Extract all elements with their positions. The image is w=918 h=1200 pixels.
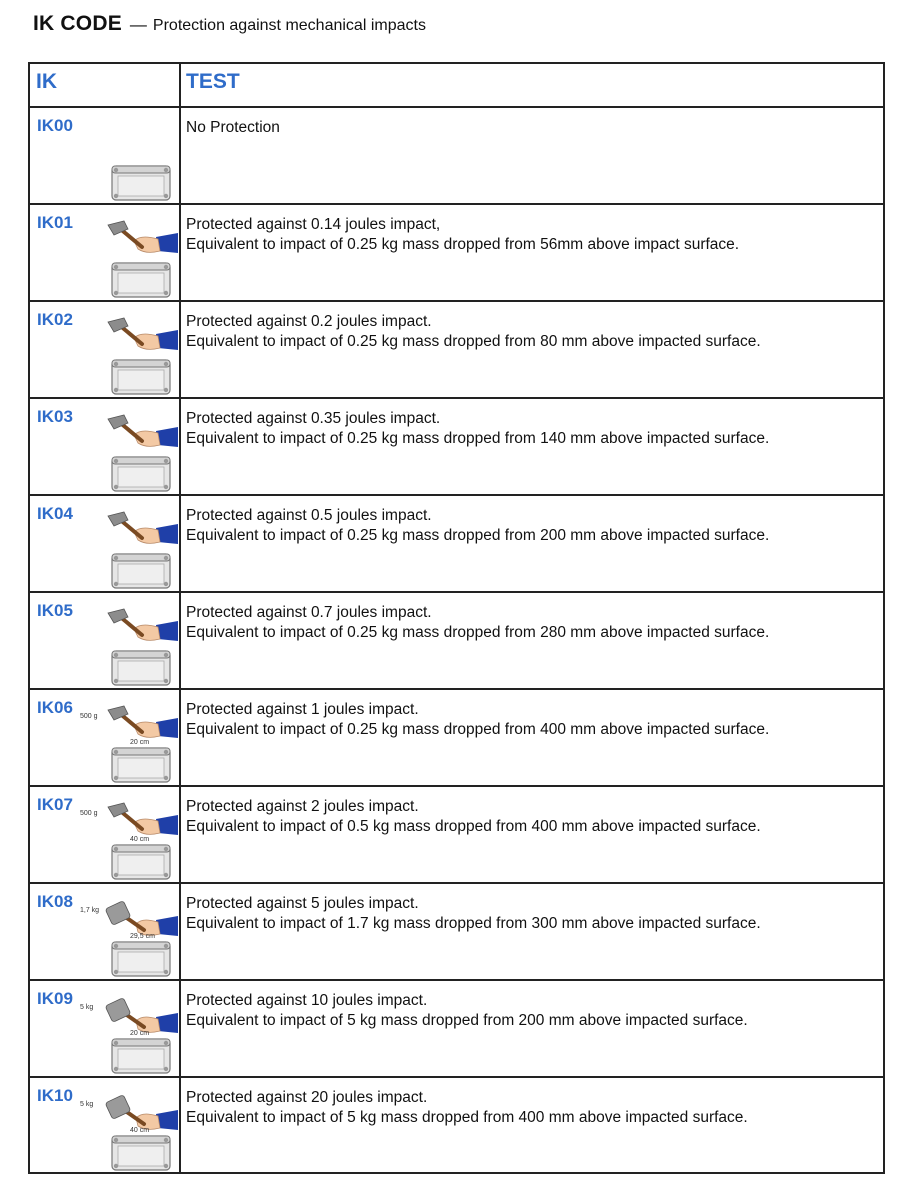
mass-label: 1,7 kg bbox=[80, 907, 100, 914]
table-header-row bbox=[30, 64, 883, 108]
ik-code-table bbox=[28, 62, 885, 1174]
enclosure-box-icon bbox=[112, 166, 170, 200]
column-divider bbox=[179, 981, 181, 1076]
description-line-1: Protected against 0.35 joules impact. bbox=[186, 410, 441, 427]
description-line-1: Protected against 0.2 joules impact. bbox=[186, 313, 432, 330]
title-dash: — bbox=[129, 15, 147, 34]
test-description bbox=[186, 506, 769, 545]
description-line-2: Equivalent to impact of 0.25 kg mass dropped from 140 mm above impacted surface. bbox=[186, 429, 770, 447]
hammer-hand-icon bbox=[108, 609, 178, 641]
table-row bbox=[30, 1078, 883, 1174]
hammer-hand-icon bbox=[108, 512, 178, 544]
description-line-1: No Protection bbox=[186, 119, 280, 136]
table-row bbox=[30, 302, 883, 399]
table-row bbox=[30, 399, 883, 496]
header-ik: IK bbox=[36, 70, 57, 93]
test-description bbox=[186, 1088, 748, 1127]
enclosure-box-icon bbox=[112, 1039, 170, 1073]
impact-illustration bbox=[78, 413, 178, 493]
description-line-1: Protected against 10 joules impact. bbox=[186, 992, 428, 1009]
column-divider bbox=[179, 64, 181, 106]
ik-code-label: IK03 bbox=[37, 407, 73, 426]
ik-code-label: IK06 bbox=[37, 698, 73, 717]
description-line-1: Protected against 20 joules impact. bbox=[186, 1089, 428, 1106]
test-description bbox=[186, 312, 761, 351]
header-test: TEST bbox=[186, 70, 240, 93]
table-row bbox=[30, 787, 883, 884]
hammer-hand-icon bbox=[108, 803, 178, 835]
mallet-hand-icon bbox=[105, 901, 178, 936]
enclosure-box-icon bbox=[112, 651, 170, 685]
enclosure-box-icon bbox=[112, 360, 170, 394]
description-line-1: Protected against 5 joules impact. bbox=[186, 895, 419, 912]
description-line-1: Protected against 0.7 joules impact. bbox=[186, 604, 432, 621]
column-divider bbox=[179, 690, 181, 785]
table-row bbox=[30, 593, 883, 690]
impact-illustration bbox=[78, 1092, 178, 1172]
description-line-2: Equivalent to impact of 0.25 kg mass dropped from 400 mm above impacted surface. bbox=[186, 720, 770, 738]
description-line-1: Protected against 0.14 joules impact, bbox=[186, 216, 441, 233]
column-divider bbox=[179, 302, 181, 397]
mass-label: 5 kg bbox=[80, 1004, 94, 1011]
hammer-hand-icon bbox=[108, 706, 178, 738]
column-divider bbox=[179, 399, 181, 494]
description-line-1: Protected against 2 joules impact. bbox=[186, 798, 419, 815]
height-label: 20 cm bbox=[130, 739, 150, 746]
ik-code-label: IK04 bbox=[37, 504, 73, 523]
ik-code-label: IK09 bbox=[37, 989, 73, 1008]
description-line-2: Equivalent to impact of 5 kg mass dropped from 400 mm above impacted surface. bbox=[186, 1108, 748, 1126]
table-row bbox=[30, 884, 883, 981]
enclosure-box-icon bbox=[112, 263, 170, 297]
table-row bbox=[30, 690, 883, 787]
ik-code-label: IK07 bbox=[37, 795, 73, 814]
description-line-2: Equivalent to impact of 0.5 kg mass dropped from 400 mm above impacted surface. bbox=[186, 817, 761, 835]
table-row bbox=[30, 981, 883, 1078]
ik-code-label: IK05 bbox=[37, 601, 73, 620]
table-row bbox=[30, 205, 883, 302]
test-description bbox=[186, 700, 769, 739]
ik-code-label: IK01 bbox=[37, 213, 73, 232]
impact-illustration bbox=[78, 122, 178, 202]
enclosure-box-icon bbox=[112, 748, 170, 782]
height-label: 40 cm bbox=[130, 1127, 150, 1134]
height-label: 40 cm bbox=[130, 836, 150, 843]
impact-illustration bbox=[78, 801, 178, 881]
mass-label: 500 g bbox=[80, 810, 98, 817]
hammer-hand-icon bbox=[108, 415, 178, 447]
description-line-2: Equivalent to impact of 0.25 kg mass dropped from 280 mm above impacted surface. bbox=[186, 623, 770, 641]
impact-illustration bbox=[78, 995, 178, 1075]
description-line-1: Protected against 1 joules impact. bbox=[186, 701, 419, 718]
title-subtitle: Protection against mechanical impacts bbox=[152, 17, 426, 34]
column-divider bbox=[179, 496, 181, 591]
description-line-2: Equivalent to impact of 1.7 kg mass dropped from 300 mm above impacted surface. bbox=[186, 914, 761, 932]
mass-label: 500 g bbox=[80, 713, 98, 720]
table-row bbox=[30, 496, 883, 593]
test-description bbox=[186, 118, 280, 138]
test-description bbox=[186, 894, 761, 933]
impact-illustration bbox=[78, 219, 178, 299]
column-divider bbox=[179, 108, 181, 203]
ik-code-label: IK00 bbox=[37, 116, 73, 135]
ik-code-label: IK10 bbox=[37, 1086, 73, 1105]
enclosure-box-icon bbox=[112, 457, 170, 491]
description-line-2: Equivalent to impact of 5 kg mass dropped from 200 mm above impacted surface. bbox=[186, 1011, 748, 1029]
column-divider bbox=[179, 593, 181, 688]
hammer-hand-icon bbox=[108, 221, 178, 253]
ik-code-label: IK08 bbox=[37, 892, 73, 911]
description-line-2: Equivalent to impact of 0.25 kg mass dropped from 56mm above impact surface. bbox=[186, 235, 740, 253]
test-description bbox=[186, 797, 761, 836]
test-description bbox=[186, 409, 769, 448]
enclosure-box-icon bbox=[112, 845, 170, 879]
enclosure-box-icon bbox=[112, 554, 170, 588]
test-description bbox=[186, 215, 739, 254]
enclosure-box-icon bbox=[112, 1136, 170, 1170]
mallet-hand-icon bbox=[105, 998, 178, 1033]
impact-illustration bbox=[78, 510, 178, 590]
column-divider bbox=[179, 884, 181, 979]
column-divider bbox=[179, 787, 181, 882]
column-divider bbox=[179, 205, 181, 300]
mass-label: 5 kg bbox=[80, 1101, 94, 1108]
impact-illustration bbox=[78, 898, 178, 978]
height-label: 20 cm bbox=[130, 1030, 150, 1037]
test-description bbox=[186, 603, 769, 642]
ik-code-label: IK02 bbox=[37, 310, 73, 329]
enclosure-box-icon bbox=[112, 942, 170, 976]
test-description bbox=[186, 991, 748, 1030]
impact-illustration bbox=[78, 316, 178, 396]
height-label: 29,5 cm bbox=[130, 933, 155, 940]
mallet-hand-icon bbox=[105, 1095, 178, 1130]
impact-illustration bbox=[78, 704, 178, 784]
description-line-2: Equivalent to impact of 0.25 kg mass dropped from 200 mm above impacted surface. bbox=[186, 526, 770, 544]
hammer-hand-icon bbox=[108, 318, 178, 350]
impact-illustration bbox=[78, 607, 178, 687]
page-title bbox=[33, 12, 426, 42]
column-divider bbox=[179, 1078, 181, 1174]
title-main: IK CODE bbox=[33, 12, 122, 35]
description-line-2: Equivalent to impact of 0.25 kg mass dropped from 80 mm above impacted surface. bbox=[186, 332, 761, 350]
table-row bbox=[30, 108, 883, 205]
description-line-1: Protected against 0.5 joules impact. bbox=[186, 507, 432, 524]
